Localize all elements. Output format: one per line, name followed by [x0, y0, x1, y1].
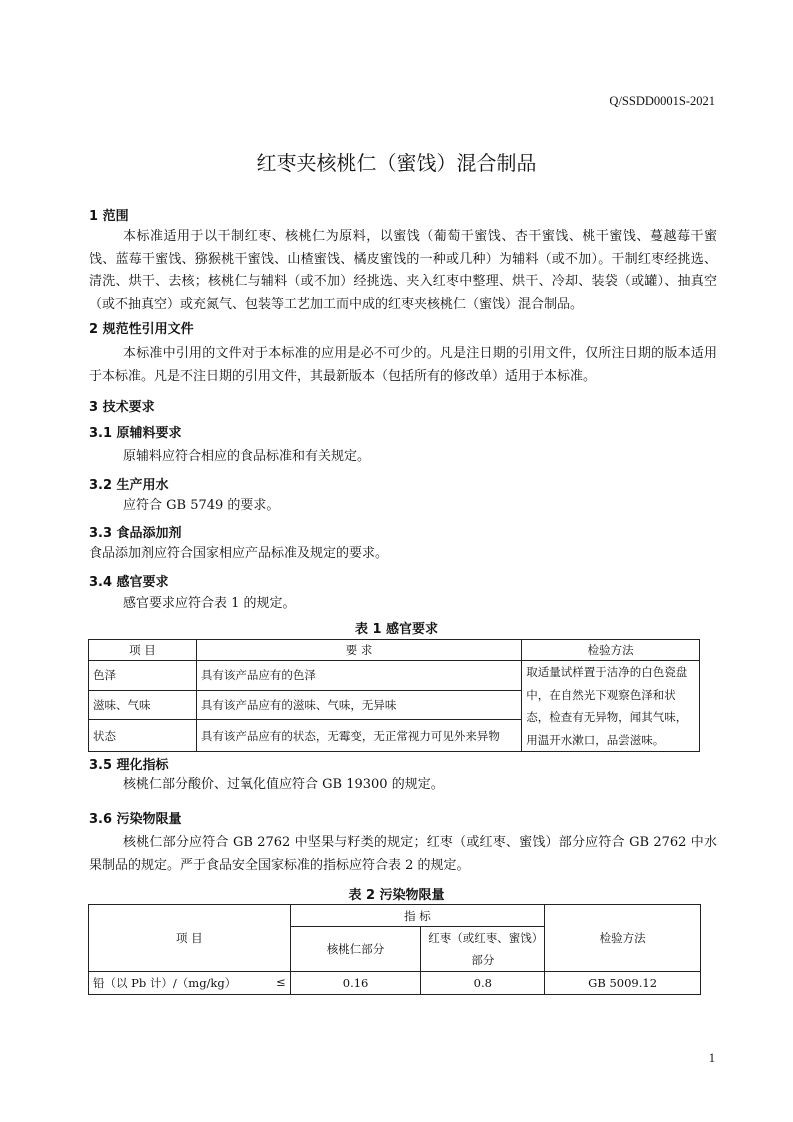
section-3-6-paragraph: 核桃仁部分应符合 GB 2762 中坚果与籽类的规定；红枣（或红枣、蜜饯）部分应符合 GB 2762 中水果制品的规定。严于食品安全国家标准的指标应符合表 2 的规定。	[89, 835, 717, 873]
table-2-header-jujube: 红枣（或红枣、蜜饯）部分	[421, 927, 545, 972]
section-3-4-heading: 3.4 感官要求	[89, 575, 169, 590]
section-3-heading: 3 技术要求	[89, 400, 155, 415]
table-1-requirement: 具有该产品应有的状态，无霉变，无正常视力可见外来异物	[196, 720, 521, 752]
table-1-method: 取适量试样置于洁净的白色瓷盘中，在自然光下观察色泽和状态，检查有无异物，闻其气味，用温开水漱口，品尝滋味。	[522, 661, 700, 752]
section-3-5-text: 核桃仁部分酸价、过氧化值应符合 GB 19300 的规定。	[123, 777, 444, 792]
table-1-requirement: 具有该产品应有的滋味、气味，无异味	[196, 690, 521, 720]
table-2-item-label: 铅（以 Pb 计）/（mg/kg）	[93, 976, 237, 990]
section-3-1-heading: 3.1 原辅料要求	[89, 426, 182, 441]
table-2-method: GB 5009.12	[545, 972, 701, 995]
section-1-heading: 1 范围	[89, 209, 129, 224]
table-2-header-method: 检验方法	[545, 905, 701, 972]
page-number: 1	[708, 1051, 715, 1065]
section-3-3-heading: 3.3 食品添加剂	[89, 526, 182, 541]
section-3-6-heading: 3.6 污染物限量	[89, 812, 182, 827]
document-title: 红枣夹核桃仁（蜜饯）混合制品	[256, 151, 537, 175]
less-equal-symbol: ≤	[276, 975, 286, 989]
table-row	[89, 661, 700, 691]
table-1-item: 滋味、气味	[89, 690, 197, 720]
table-row	[89, 972, 701, 995]
table-1-header-item: 项 目	[89, 640, 197, 661]
table-2-walnut-value: 0.16	[290, 972, 421, 995]
sensory-table	[88, 639, 700, 752]
standard-code: Q/SSDD0001S-2021	[609, 94, 715, 108]
table-2-header-item: 项 目	[89, 905, 291, 972]
table-2-jujube-value: 0.8	[421, 972, 545, 995]
table-1-caption: 表 1 感官要求	[354, 622, 439, 637]
table-1-header-requirement: 要 求	[196, 640, 521, 661]
section-2-paragraph: 本标准中引用的文件对于本标准的应用是必不可少的。凡是注日期的引用文件，仅所注日期的版本适用于本标准。凡是不注日期的引用文件，其最新版本（包括所有的修改单）适用于本标准。	[89, 346, 717, 384]
table-2-item	[89, 972, 291, 995]
section-1-paragraph: 本标准适用于以干制红枣、核桃仁为原料，以蜜饯（葡萄干蜜饯、杏干蜜饯、桃干蜜饯、蔓越莓干蜜饯、蓝莓干蜜饯、猕猴桃干蜜饯、山楂蜜饯、橘皮蜜饯的一种或几种）为辅料（或不加）。干制红枣经挑选、清洗、烘干、去核；核桃仁与辅料（或不加）经挑选、夹入红枣中整理、烘干、冷却、装袋（或罐）、抽真空（或不抽真空）或充氮气、包装等工艺加工而中成的红枣夹核桃仁（蜜饯）混合制品。	[89, 229, 717, 312]
section-3-5-heading: 3.5 理化指标	[89, 758, 169, 773]
section-3-1-text: 原辅料应符合相应的食品标准和有关规定。	[123, 449, 371, 464]
table-2-header-index: 指 标	[290, 905, 545, 927]
table-1-item: 色泽	[89, 661, 197, 691]
table-1-requirement: 具有该产品应有的色泽	[196, 661, 521, 691]
section-3-4-text: 感官要求应符合表 1 的规定。	[123, 596, 296, 611]
section-3-2-heading: 3.2 生产用水	[89, 478, 169, 493]
section-2-heading: 2 规范性引用文件	[89, 322, 194, 337]
table-1-header-method: 检验方法	[522, 640, 700, 661]
table-1-item: 状态	[89, 720, 197, 752]
contaminant-table	[88, 904, 701, 995]
table-2-header-walnut: 核桃仁部分	[290, 927, 421, 972]
section-3-3-text: 食品添加剂应符合国家相应产品标准及规定的要求。	[89, 546, 389, 561]
section-3-2-text: 应符合 GB 5749 的要求。	[123, 498, 280, 513]
table-2-caption: 表 2 污染物限量	[348, 888, 445, 903]
